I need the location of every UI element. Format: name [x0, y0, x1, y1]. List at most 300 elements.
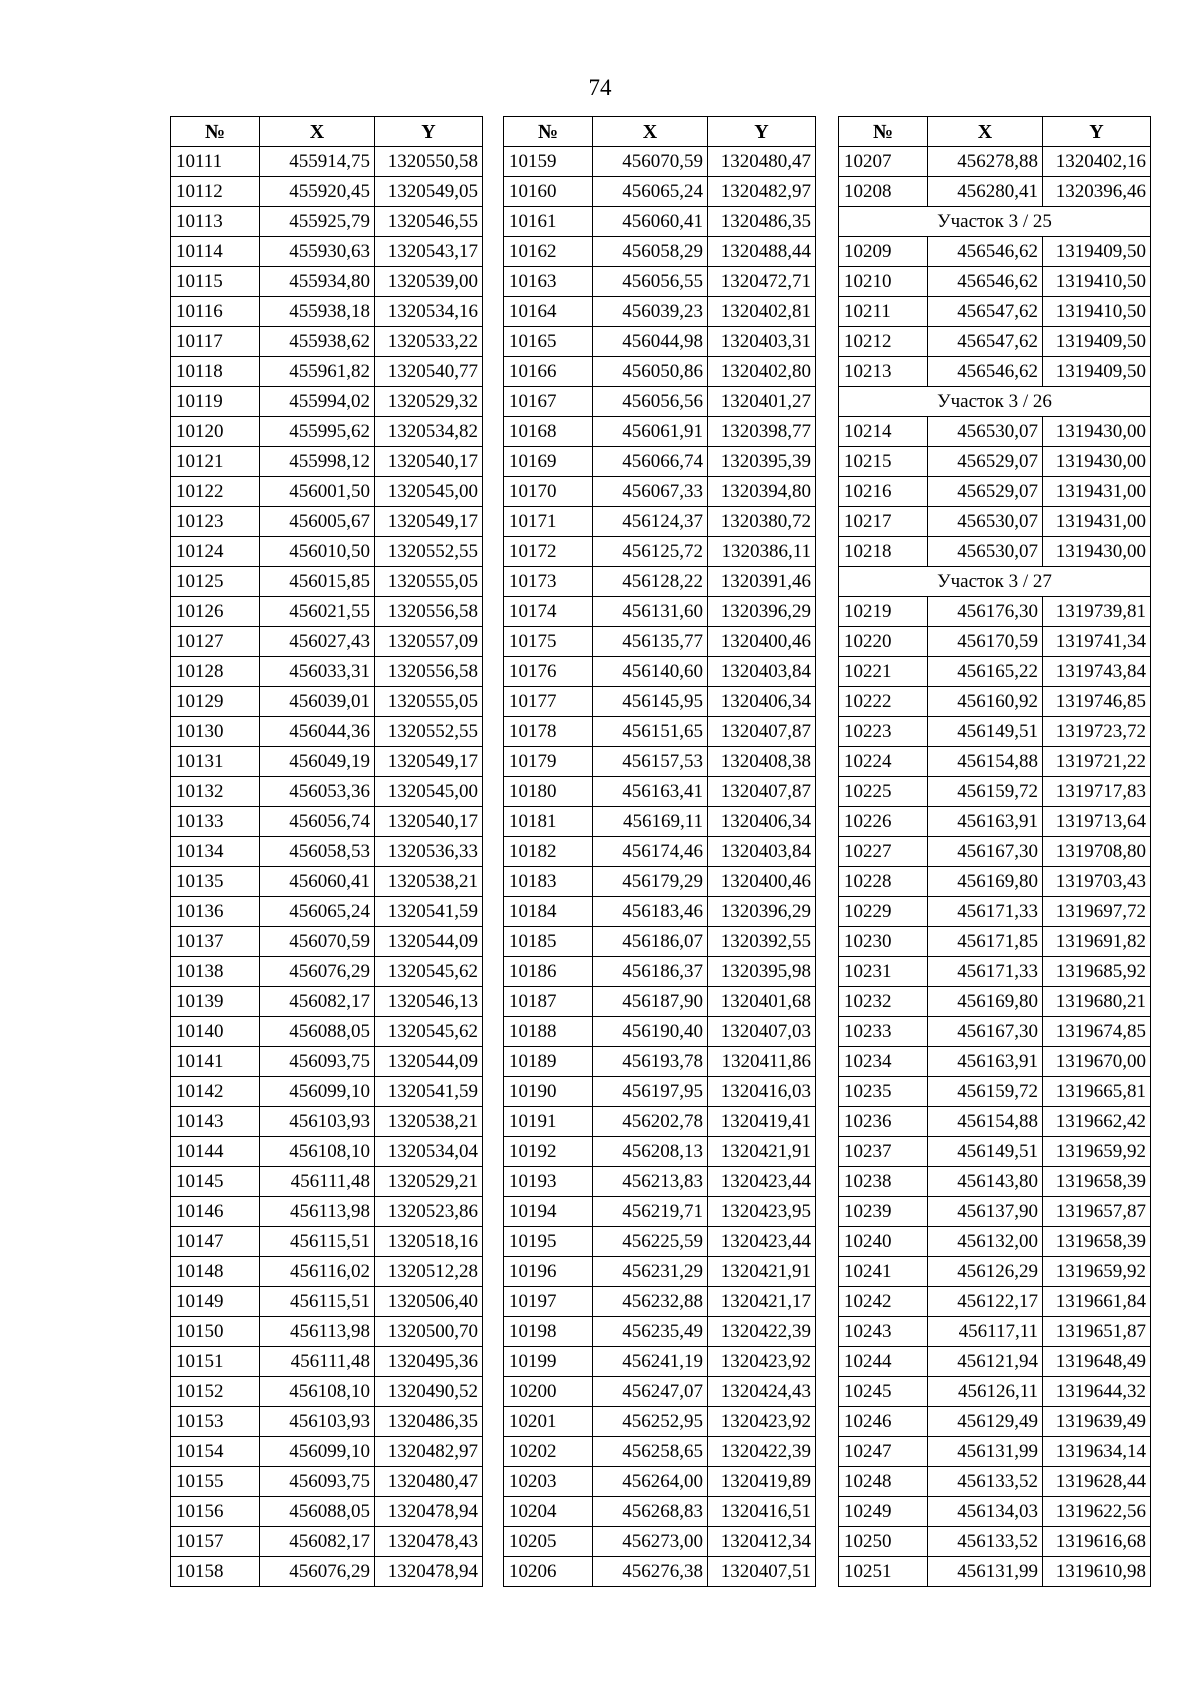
- x-coordinate-cell: 456099,10: [260, 1077, 375, 1107]
- table-row: [171, 1047, 483, 1077]
- x-coordinate-cell: 456021,55: [260, 597, 375, 627]
- x-coordinate-cell: 456131,60: [593, 597, 708, 627]
- table-row: [171, 207, 483, 237]
- y-coordinate-cell: 1319708,80: [1043, 837, 1151, 867]
- x-coordinate-cell: 456076,29: [260, 957, 375, 987]
- x-coordinate-cell: 455938,62: [260, 327, 375, 357]
- y-coordinate-cell: 1320394,80: [708, 477, 816, 507]
- x-coordinate-cell: 456167,30: [928, 1017, 1043, 1047]
- table-row: [171, 597, 483, 627]
- point-number-cell: 10222: [839, 687, 928, 717]
- x-coordinate-cell: 456186,07: [593, 927, 708, 957]
- x-coordinate-cell: 456066,74: [593, 447, 708, 477]
- table-row: [504, 327, 816, 357]
- x-coordinate-cell: 456547,62: [928, 327, 1043, 357]
- x-coordinate-cell: 455914,75: [260, 147, 375, 177]
- header-number: №: [839, 117, 928, 147]
- y-coordinate-cell: 1320400,46: [708, 867, 816, 897]
- x-coordinate-cell: 456154,88: [928, 747, 1043, 777]
- table-row: [504, 627, 816, 657]
- point-number-cell: 10176: [504, 657, 593, 687]
- point-number-cell: 10122: [171, 477, 260, 507]
- table-row: [504, 357, 816, 387]
- point-number-cell: 10232: [839, 987, 928, 1017]
- table-row: [171, 387, 483, 417]
- point-number-cell: 10161: [504, 207, 593, 237]
- y-coordinate-cell: 1319662,42: [1043, 1107, 1151, 1137]
- section-row: [839, 387, 1151, 417]
- y-coordinate-cell: 1319634,14: [1043, 1437, 1151, 1467]
- point-number-cell: 10165: [504, 327, 593, 357]
- point-number-cell: 10219: [839, 597, 928, 627]
- point-number-cell: 10218: [839, 537, 928, 567]
- table-row: [504, 537, 816, 567]
- x-coordinate-cell: 456149,51: [928, 717, 1043, 747]
- point-number-cell: 10167: [504, 387, 593, 417]
- point-number-cell: 10197: [504, 1287, 593, 1317]
- point-number-cell: 10130: [171, 717, 260, 747]
- y-coordinate-cell: 1320555,05: [375, 687, 483, 717]
- y-coordinate-cell: 1320529,21: [375, 1167, 483, 1197]
- x-coordinate-cell: 456060,41: [593, 207, 708, 237]
- table-row: [171, 1077, 483, 1107]
- y-coordinate-cell: 1320400,46: [708, 627, 816, 657]
- point-number-cell: 10201: [504, 1407, 593, 1437]
- x-coordinate-cell: 456145,95: [593, 687, 708, 717]
- x-coordinate-cell: 456056,74: [260, 807, 375, 837]
- y-coordinate-cell: 1320495,36: [375, 1347, 483, 1377]
- x-coordinate-cell: 456546,62: [928, 267, 1043, 297]
- table-row: [171, 447, 483, 477]
- y-coordinate-cell: 1320534,16: [375, 297, 483, 327]
- point-number-cell: 10210: [839, 267, 928, 297]
- table-row: [171, 507, 483, 537]
- table-row: [504, 1107, 816, 1137]
- page-number: 74: [588, 75, 612, 100]
- x-coordinate-cell: 456121,94: [928, 1347, 1043, 1377]
- point-number-cell: 10220: [839, 627, 928, 657]
- y-coordinate-cell: 1319665,81: [1043, 1077, 1151, 1107]
- point-number-cell: 10228: [839, 867, 928, 897]
- y-coordinate-cell: 1320549,05: [375, 177, 483, 207]
- y-coordinate-cell: 1320552,55: [375, 717, 483, 747]
- y-coordinate-cell: 1320412,34: [708, 1527, 816, 1557]
- table-row: [504, 1347, 816, 1377]
- x-coordinate-cell: 456278,88: [928, 147, 1043, 177]
- x-coordinate-cell: 455934,80: [260, 267, 375, 297]
- x-coordinate-cell: 456247,07: [593, 1377, 708, 1407]
- point-number-cell: 10202: [504, 1437, 593, 1467]
- x-coordinate-cell: 456027,43: [260, 627, 375, 657]
- point-number-cell: 10245: [839, 1377, 928, 1407]
- x-coordinate-cell: 456010,50: [260, 537, 375, 567]
- y-coordinate-cell: 1320544,09: [375, 1047, 483, 1077]
- section-title: Участок 3 / 26: [839, 387, 1151, 417]
- table-row: [839, 507, 1151, 537]
- point-number-cell: 10117: [171, 327, 260, 357]
- coordinates-table-1: [170, 116, 483, 1587]
- y-coordinate-cell: 1320380,72: [708, 507, 816, 537]
- point-number-cell: 10233: [839, 1017, 928, 1047]
- point-number-cell: 10149: [171, 1287, 260, 1317]
- y-coordinate-cell: 1320406,34: [708, 687, 816, 717]
- table-row: [504, 477, 816, 507]
- y-coordinate-cell: 1320555,05: [375, 567, 483, 597]
- table-row: [839, 1467, 1151, 1497]
- table-row: [504, 657, 816, 687]
- x-coordinate-cell: 456099,10: [260, 1437, 375, 1467]
- point-number-cell: 10203: [504, 1467, 593, 1497]
- table-row: [171, 807, 483, 837]
- table-row: [839, 237, 1151, 267]
- table-row: [504, 1467, 816, 1497]
- point-number-cell: 10129: [171, 687, 260, 717]
- point-number-cell: 10205: [504, 1527, 593, 1557]
- table-row: [171, 1317, 483, 1347]
- x-coordinate-cell: 456122,17: [928, 1287, 1043, 1317]
- table-row: [504, 1257, 816, 1287]
- table-row: [504, 1317, 816, 1347]
- point-number-cell: 10193: [504, 1167, 593, 1197]
- table-row: [171, 537, 483, 567]
- table-row: [171, 147, 483, 177]
- y-coordinate-cell: 1319743,84: [1043, 657, 1151, 687]
- point-number-cell: 10119: [171, 387, 260, 417]
- point-number-cell: 10226: [839, 807, 928, 837]
- y-coordinate-cell: 1320539,00: [375, 267, 483, 297]
- y-coordinate-cell: 1320402,81: [708, 297, 816, 327]
- point-number-cell: 10217: [839, 507, 928, 537]
- point-number-cell: 10150: [171, 1317, 260, 1347]
- table-row: [171, 1287, 483, 1317]
- y-coordinate-cell: 1319659,92: [1043, 1137, 1151, 1167]
- header-y: Y: [1043, 117, 1151, 147]
- x-coordinate-cell: 456183,46: [593, 897, 708, 927]
- y-coordinate-cell: 1320556,58: [375, 657, 483, 687]
- x-coordinate-cell: 456187,90: [593, 987, 708, 1017]
- table-row: [839, 1017, 1151, 1047]
- point-number-cell: 10199: [504, 1347, 593, 1377]
- table-row: [171, 267, 483, 297]
- x-coordinate-cell: 456053,36: [260, 777, 375, 807]
- x-coordinate-cell: 456076,29: [260, 1557, 375, 1587]
- point-number-cell: 10174: [504, 597, 593, 627]
- y-coordinate-cell: 1320541,59: [375, 1077, 483, 1107]
- point-number-cell: 10123: [171, 507, 260, 537]
- table-row: [839, 1077, 1151, 1107]
- point-number-cell: 10250: [839, 1527, 928, 1557]
- x-coordinate-cell: 456151,65: [593, 717, 708, 747]
- x-coordinate-cell: 456225,59: [593, 1227, 708, 1257]
- table-row: [504, 717, 816, 747]
- table-row: [839, 417, 1151, 447]
- table-row: [839, 777, 1151, 807]
- header-x: X: [928, 117, 1043, 147]
- point-number-cell: 10144: [171, 1137, 260, 1167]
- x-coordinate-cell: 456167,30: [928, 837, 1043, 867]
- x-coordinate-cell: 456044,36: [260, 717, 375, 747]
- table-row: [171, 987, 483, 1017]
- y-coordinate-cell: 1319431,00: [1043, 507, 1151, 537]
- point-number-cell: 10221: [839, 657, 928, 687]
- header-x: X: [260, 117, 375, 147]
- y-coordinate-cell: 1319410,50: [1043, 297, 1151, 327]
- y-coordinate-cell: 1320478,94: [375, 1497, 483, 1527]
- x-coordinate-cell: 456231,29: [593, 1257, 708, 1287]
- y-coordinate-cell: 1319713,64: [1043, 807, 1151, 837]
- x-coordinate-cell: 456093,75: [260, 1047, 375, 1077]
- point-number-cell: 10124: [171, 537, 260, 567]
- header-number: №: [504, 117, 593, 147]
- point-number-cell: 10177: [504, 687, 593, 717]
- y-coordinate-cell: 1320556,58: [375, 597, 483, 627]
- table-row: [171, 687, 483, 717]
- x-coordinate-cell: 456273,00: [593, 1527, 708, 1557]
- point-number-cell: 10195: [504, 1227, 593, 1257]
- section-title: Участок 3 / 25: [839, 207, 1151, 237]
- x-coordinate-cell: 456193,78: [593, 1047, 708, 1077]
- x-coordinate-cell: 456202,78: [593, 1107, 708, 1137]
- table-row: [504, 597, 816, 627]
- x-coordinate-cell: 456131,99: [928, 1437, 1043, 1467]
- table-row: [504, 1077, 816, 1107]
- x-coordinate-cell: 456179,29: [593, 867, 708, 897]
- y-coordinate-cell: 1320402,16: [1043, 147, 1151, 177]
- table-row: [504, 1287, 816, 1317]
- point-number-cell: 10215: [839, 447, 928, 477]
- y-coordinate-cell: 1320545,00: [375, 777, 483, 807]
- y-coordinate-cell: 1320529,32: [375, 387, 483, 417]
- table-row: [839, 987, 1151, 1017]
- x-coordinate-cell: 456108,10: [260, 1137, 375, 1167]
- table-row: [839, 1047, 1151, 1077]
- y-coordinate-cell: 1319639,49: [1043, 1407, 1151, 1437]
- x-coordinate-cell: 456115,51: [260, 1287, 375, 1317]
- y-coordinate-cell: 1320482,97: [375, 1437, 483, 1467]
- point-number-cell: 10241: [839, 1257, 928, 1287]
- point-number-cell: 10190: [504, 1077, 593, 1107]
- point-number-cell: 10125: [171, 567, 260, 597]
- table-row: [504, 237, 816, 267]
- table-row: [504, 987, 816, 1017]
- table-row: [171, 417, 483, 447]
- x-coordinate-cell: 456131,99: [928, 1557, 1043, 1587]
- table-row: [839, 267, 1151, 297]
- y-coordinate-cell: 1320478,94: [375, 1557, 483, 1587]
- y-coordinate-cell: 1320423,95: [708, 1197, 816, 1227]
- x-coordinate-cell: 455920,45: [260, 177, 375, 207]
- table-row: [504, 447, 816, 477]
- point-number-cell: 10196: [504, 1257, 593, 1287]
- y-coordinate-cell: 1319658,39: [1043, 1227, 1151, 1257]
- y-coordinate-cell: 1319691,82: [1043, 927, 1151, 957]
- point-number-cell: 10159: [504, 147, 593, 177]
- point-number-cell: 10194: [504, 1197, 593, 1227]
- x-coordinate-cell: 456160,92: [928, 687, 1043, 717]
- point-number-cell: 10242: [839, 1287, 928, 1317]
- y-coordinate-cell: 1320549,17: [375, 747, 483, 777]
- x-coordinate-cell: 456088,05: [260, 1497, 375, 1527]
- point-number-cell: 10153: [171, 1407, 260, 1437]
- y-coordinate-cell: 1319657,87: [1043, 1197, 1151, 1227]
- y-coordinate-cell: 1320506,40: [375, 1287, 483, 1317]
- y-coordinate-cell: 1320540,77: [375, 357, 483, 387]
- point-number-cell: 10170: [504, 477, 593, 507]
- y-coordinate-cell: 1320403,31: [708, 327, 816, 357]
- point-number-cell: 10169: [504, 447, 593, 477]
- x-coordinate-cell: 456186,37: [593, 957, 708, 987]
- table-row: [504, 1527, 816, 1557]
- point-number-cell: 10244: [839, 1347, 928, 1377]
- x-coordinate-cell: 456065,24: [593, 177, 708, 207]
- point-number-cell: 10235: [839, 1077, 928, 1107]
- point-number-cell: 10239: [839, 1197, 928, 1227]
- y-coordinate-cell: 1320482,97: [708, 177, 816, 207]
- y-coordinate-cell: 1320534,82: [375, 417, 483, 447]
- x-coordinate-cell: 456276,38: [593, 1557, 708, 1587]
- table-row: [171, 867, 483, 897]
- table-row: [839, 1437, 1151, 1467]
- header-y: Y: [708, 117, 816, 147]
- table-row: [171, 1017, 483, 1047]
- x-coordinate-cell: 456113,98: [260, 1317, 375, 1347]
- y-coordinate-cell: 1320391,46: [708, 567, 816, 597]
- x-coordinate-cell: 456163,41: [593, 777, 708, 807]
- y-coordinate-cell: 1320423,92: [708, 1347, 816, 1377]
- y-coordinate-cell: 1320486,35: [708, 207, 816, 237]
- y-coordinate-cell: 1320545,62: [375, 1017, 483, 1047]
- x-coordinate-cell: 456264,00: [593, 1467, 708, 1497]
- table-row: [171, 477, 483, 507]
- x-coordinate-cell: 456154,88: [928, 1107, 1043, 1137]
- y-coordinate-cell: 1319746,85: [1043, 687, 1151, 717]
- table-row: [839, 1407, 1151, 1437]
- y-coordinate-cell: 1320421,91: [708, 1257, 816, 1287]
- table-header-row: [839, 117, 1151, 147]
- y-coordinate-cell: 1320421,91: [708, 1137, 816, 1167]
- y-coordinate-cell: 1320419,41: [708, 1107, 816, 1137]
- table-row: [171, 897, 483, 927]
- point-number-cell: 10189: [504, 1047, 593, 1077]
- y-coordinate-cell: 1320550,58: [375, 147, 483, 177]
- y-coordinate-cell: 1320401,27: [708, 387, 816, 417]
- y-coordinate-cell: 1320411,86: [708, 1047, 816, 1077]
- y-coordinate-cell: 1320407,87: [708, 777, 816, 807]
- x-coordinate-cell: 456111,48: [260, 1347, 375, 1377]
- x-coordinate-cell: 456061,91: [593, 417, 708, 447]
- header-number: №: [171, 117, 260, 147]
- point-number-cell: 10247: [839, 1437, 928, 1467]
- table-row: [504, 747, 816, 777]
- y-coordinate-cell: 1320406,34: [708, 807, 816, 837]
- x-coordinate-cell: 456280,41: [928, 177, 1043, 207]
- table-row: [504, 567, 816, 597]
- table-row: [504, 957, 816, 987]
- y-coordinate-cell: 1320392,55: [708, 927, 816, 957]
- x-coordinate-cell: 456044,98: [593, 327, 708, 357]
- y-coordinate-cell: 1320403,84: [708, 837, 816, 867]
- y-coordinate-cell: 1320423,92: [708, 1407, 816, 1437]
- y-coordinate-cell: 1320396,29: [708, 597, 816, 627]
- table-row: [504, 1017, 816, 1047]
- y-coordinate-cell: 1320540,17: [375, 807, 483, 837]
- point-number-cell: 10185: [504, 927, 593, 957]
- y-coordinate-cell: 1320396,46: [1043, 177, 1151, 207]
- y-coordinate-cell: 1320416,51: [708, 1497, 816, 1527]
- y-coordinate-cell: 1319622,56: [1043, 1497, 1151, 1527]
- point-number-cell: 10134: [171, 837, 260, 867]
- x-coordinate-cell: 456169,80: [928, 867, 1043, 897]
- y-coordinate-cell: 1320518,16: [375, 1227, 483, 1257]
- point-number-cell: 10154: [171, 1437, 260, 1467]
- point-number-cell: 10114: [171, 237, 260, 267]
- point-number-cell: 10181: [504, 807, 593, 837]
- y-coordinate-cell: 1320424,43: [708, 1377, 816, 1407]
- y-coordinate-cell: 1320423,44: [708, 1167, 816, 1197]
- y-coordinate-cell: 1320386,11: [708, 537, 816, 567]
- y-coordinate-cell: 1320408,38: [708, 747, 816, 777]
- y-coordinate-cell: 1320488,44: [708, 237, 816, 267]
- x-coordinate-cell: 456033,31: [260, 657, 375, 687]
- point-number-cell: 10115: [171, 267, 260, 297]
- table-row: [171, 327, 483, 357]
- point-number-cell: 10211: [839, 297, 928, 327]
- table-row: [839, 837, 1151, 867]
- table-row: [839, 327, 1151, 357]
- point-number-cell: 10240: [839, 1227, 928, 1257]
- point-number-cell: 10248: [839, 1467, 928, 1497]
- x-coordinate-cell: 456058,53: [260, 837, 375, 867]
- y-coordinate-cell: 1320536,33: [375, 837, 483, 867]
- point-number-cell: 10229: [839, 897, 928, 927]
- y-coordinate-cell: 1320549,17: [375, 507, 483, 537]
- x-coordinate-cell: 456171,33: [928, 897, 1043, 927]
- point-number-cell: 10116: [171, 297, 260, 327]
- point-number-cell: 10224: [839, 747, 928, 777]
- table-row: [171, 1197, 483, 1227]
- point-number-cell: 10136: [171, 897, 260, 927]
- y-coordinate-cell: 1320396,29: [708, 897, 816, 927]
- x-coordinate-cell: 456132,00: [928, 1227, 1043, 1257]
- point-number-cell: 10173: [504, 567, 593, 597]
- x-coordinate-cell: 456174,46: [593, 837, 708, 867]
- y-coordinate-cell: 1319674,85: [1043, 1017, 1151, 1047]
- table-row: [504, 1407, 816, 1437]
- table-row: [504, 1377, 816, 1407]
- point-number-cell: 10230: [839, 927, 928, 957]
- y-coordinate-cell: 1319616,68: [1043, 1527, 1151, 1557]
- table-row: [504, 147, 816, 177]
- x-coordinate-cell: 456103,93: [260, 1107, 375, 1137]
- y-coordinate-cell: 1320407,51: [708, 1557, 816, 1587]
- y-coordinate-cell: 1320486,35: [375, 1407, 483, 1437]
- x-coordinate-cell: 456159,72: [928, 1077, 1043, 1107]
- table-row: [839, 807, 1151, 837]
- x-coordinate-cell: 456039,01: [260, 687, 375, 717]
- table-row: [839, 357, 1151, 387]
- table-row: [171, 1227, 483, 1257]
- y-coordinate-cell: 1320401,68: [708, 987, 816, 1017]
- table-row: [171, 567, 483, 597]
- y-coordinate-cell: 1319409,50: [1043, 237, 1151, 267]
- point-number-cell: 10112: [171, 177, 260, 207]
- table-row: [171, 1497, 483, 1527]
- x-coordinate-cell: 456133,52: [928, 1527, 1043, 1557]
- point-number-cell: 10175: [504, 627, 593, 657]
- y-coordinate-cell: 1319739,81: [1043, 597, 1151, 627]
- y-coordinate-cell: 1320541,59: [375, 897, 483, 927]
- point-number-cell: 10160: [504, 177, 593, 207]
